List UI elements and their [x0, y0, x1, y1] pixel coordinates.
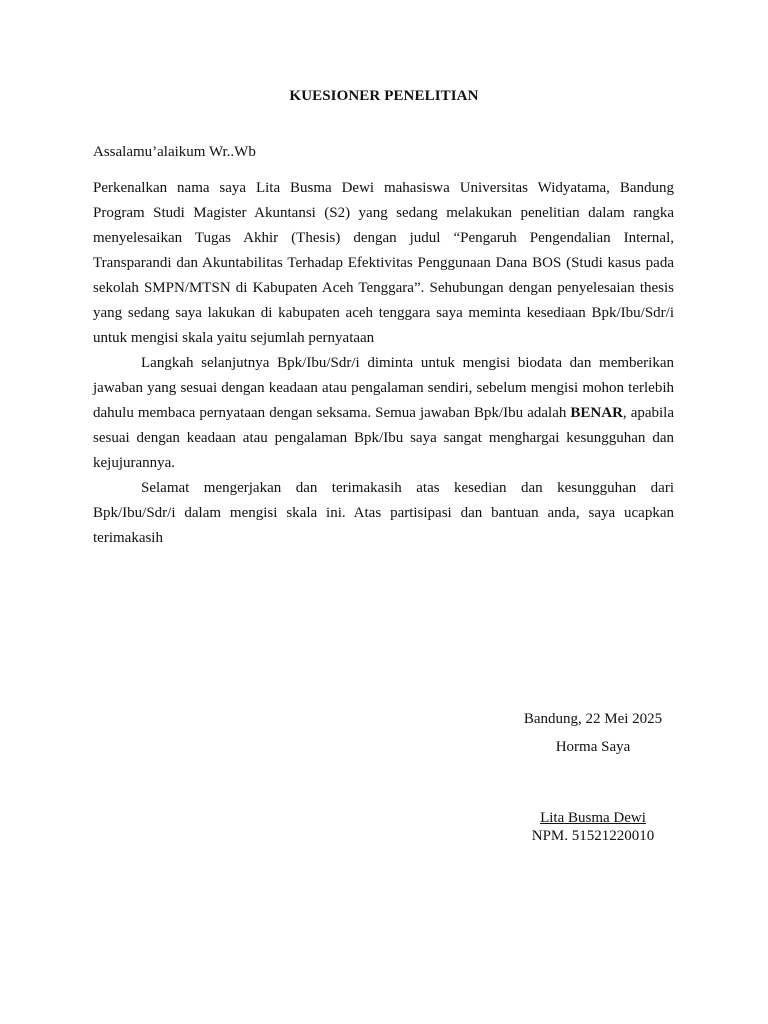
- signature-block: [508, 709, 678, 845]
- greeting-text: Assalamu’alaikum Wr..Wb: [93, 144, 256, 160]
- signature-npm: NPM. 51521220010: [531, 828, 655, 844]
- intro-paragraph: Perkenalkan nama saya Lita Busma Dewi mahasiswa Universitas Widyatama, Bandung Program Studi Magister Akuntansi (S2) yang sedang melakukan penelitian dalam rangka menyelesaikan Tugas Akhir (Thesis) dengan judul “Pengaruh Pengendalian Internal, Transparandi dan Akuntabilitas Terhadap Efektivitas Penggunaan Dana BOS (Studi kasus pada sekolah SMPN/MTSN di Kabupaten Aceh Tenggara”. Sehubungan dengan penyelesaian thesis yang sedang saya lakukan di kabupaten aceh tenggara saya meminta kesediaan Bpk/Ibu/Sdr/i untuk mengisi skala yaitu sejumlah pernyataan: [93, 180, 674, 346]
- signature-place-date: Bandung, 22 Mei 2025: [523, 711, 663, 727]
- benar-emphasis: BENAR: [570, 405, 623, 421]
- closing-paragraph: Selamat mengerjakan dan terimakasih atas kesedian dan kesungguhan dari Bpk/Ibu/Sdr/i dalam mengisi skala ini. Atas partisipasi dan bantuan anda, saya ucapkan terimakasih: [93, 480, 674, 546]
- instruction-paragraph: [93, 351, 674, 476]
- signature-regards: Horma Saya: [555, 739, 631, 755]
- document-body: [93, 176, 674, 551]
- document-title: KUESIONER PENELITIAN: [289, 88, 479, 104]
- signature-name: Lita Busma Dewi: [540, 810, 646, 826]
- instruction-text-part1: Langkah selanjutnya Bpk/Ibu/Sdr/i diminta untuk mengisi biodata dan memberikan jawaban yang sesuai dengan keadaan atau pengalaman sendiri, sebelum mengisi mohon terlebih dahulu membaca pernyataan dengan seksama. Semua jawaban Bpk/Ibu adalah: [93, 355, 674, 421]
- instruction-text-part2: , apabila sesuai dengan keadaan atau pengalaman Bpk/Ibu saya sangat menghargai kesungguhan dan kejujurannya.: [93, 405, 674, 471]
